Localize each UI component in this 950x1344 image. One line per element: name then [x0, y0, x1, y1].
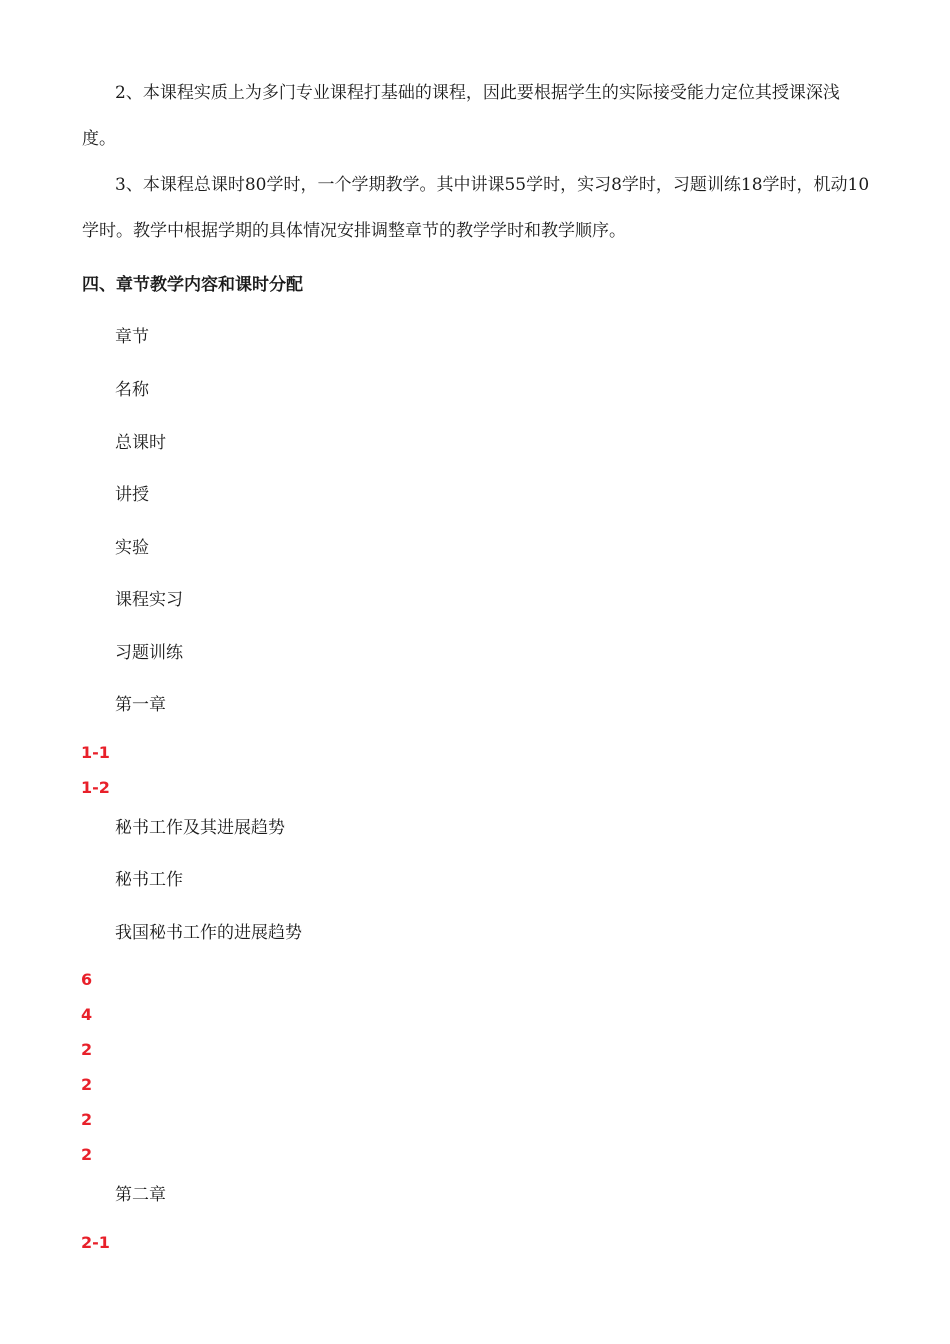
chapter-1-section-2: 1-2 — [81, 778, 110, 797]
chapter-1-section-1: 1-1 — [81, 743, 110, 762]
header-exercise: 习题训练 — [115, 643, 183, 663]
header-chapter: 章节 — [115, 327, 149, 347]
paragraph-course-hours: 3、本课程总课时80学时，一个学期教学。其中讲课55学时，实习8学时，习题训练18学时，机动10学时。教学中根据学期的具体情况安排调整章节的教学学时和教学顺序。 — [82, 175, 870, 241]
section-1-1-name: 秘书工作 — [115, 870, 183, 890]
chapter-1-hours-d: 2 — [81, 1145, 93, 1164]
header-lecture: 讲授 — [115, 485, 149, 505]
header-total-hours: 总课时 — [115, 433, 166, 453]
header-name: 名称 — [115, 380, 149, 400]
section-1-2-name: 我国秘书工作的进展趋势 — [115, 923, 302, 943]
chapter-1-name: 秘书工作及其进展趋势 — [115, 818, 285, 838]
header-experiment: 实验 — [115, 538, 149, 558]
paragraph-course-basis: 2、本课程实质上为多门专业课程打基础的课程，因此要根据学生的实际接受能力定位其授课深浅度。 — [82, 83, 840, 149]
chapter-1-hours-a: 2 — [81, 1040, 93, 1059]
section-heading: 四、章节教学内容和课时分配 — [82, 275, 303, 295]
chapter-1-hours-lecture: 4 — [81, 1005, 93, 1024]
header-practice: 课程实习 — [115, 590, 183, 610]
chapter-1-label: 第一章 — [115, 695, 166, 715]
chapter-2-label: 第二章 — [115, 1185, 166, 1205]
chapter-1-hours-c: 2 — [81, 1110, 93, 1129]
chapter-2-section-1: 2-1 — [81, 1233, 110, 1252]
chapter-1-hours-b: 2 — [81, 1075, 93, 1094]
chapter-1-hours-total: 6 — [81, 970, 93, 989]
